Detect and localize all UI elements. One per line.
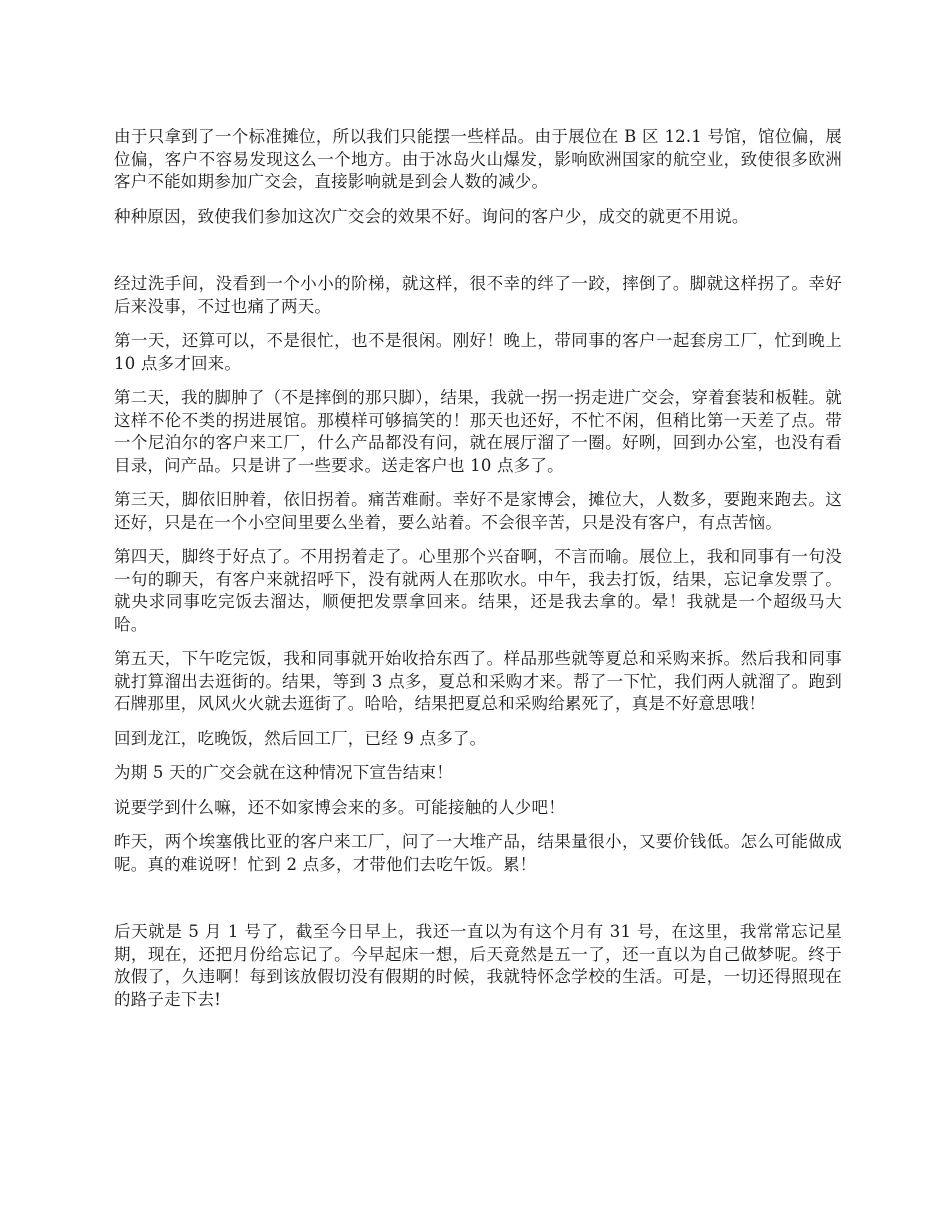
- paragraph-reasons: 种种原因，致使我们参加这次广交会的效果不好。询问的客户少，成交的就更不用说。: [114, 206, 749, 226]
- paragraph-day-two: 第二天，我的脚肿了（不是摔倒的那只脚），结果，我就一拐一拐走进广交会，穿着套装和板鞋。就这样不伦不类的拐进展馆。那模样可够搞笑的！那天也还好，不忙不闲，但稍比第一天差了点。带一个尼泊尔的客户来工厂，什么产品都没有问，就在展厅溜了一圈。好咧，回到办公室，也没有看目录，问产品。只是讲了一些要求。送走客户也 10 点多了。: [114, 388, 842, 475]
- paragraph-day-one: 第一天，还算可以，不是很忙，也不是很闲。刚好！晚上，带同事的客户一起套房工厂，忙到晚上 10 点多才回来。: [114, 331, 842, 373]
- section-gap: [114, 240, 842, 273]
- paragraph-day-four: 第四天，脚终于好点了。不用拐着走了。心里那个兴奋啊，不言而喻。展位上，我和同事有一句没一句的聊天，有客户来就招呼下，没有就两人在那吹水。中午，我去打饭，结果，忘记拿发票了。就央求同事吃完饭去溜达，顺便把发票拿回来。结果，还是我去拿的。晕！我就是一个超级马大哈。: [114, 547, 842, 634]
- paragraph-day-five: 第五天，下午吃完饭，我和同事就开始收拾东西了。样品那些就等夏总和采购来拆。然后我和同事就打算溜出去逛街的。结果，等到 3 点多，夏总和采购才来。帮了一下忙，我们两人就溜了。跑到石牌那里，风风火火就去逛街了。哈哈，结果把夏总和采购给累死了，真是不好意思哦！: [114, 649, 842, 713]
- paragraph-yesterday: 昨天，两个埃塞俄比亚的客户来工厂，问了一大堆产品，结果量很小，又要价钱低。怎么可能做成呢。真的难说呀！忙到 2 点多，才带他们去吃午饭。累！: [114, 832, 842, 874]
- document-body: [114, 126, 842, 1023]
- paragraph-return: 回到龙江，吃晚饭，然后回工厂，已经 9 点多了。: [114, 728, 487, 748]
- paragraph-holiday: 后天就是 5 月 1 号了，截至今日早上，我还一直以为有这个月有 31 号，在这里，我常常忘记星期，现在，还把月份给忘记了。今早起床一想，后天竟然是五一了，还一直以为自己做梦呢。终于放假了，久违啊！每到该放假切没有假期的时候，我就特怀念学校的生活。可是，一切还得照现在的路子走下去!: [114, 922, 842, 1009]
- section-gap: [114, 888, 842, 921]
- paragraph-end: 为期 5 天的广交会就在这种情况下宣告结束！: [114, 763, 453, 782]
- paragraph-booth: 由于只拿到了一个标准摊位，所以我们只能摆一些样品。由于展位在 B 区 12.1 号馆，馆位偏，展位偏，客户不容易发现这么一个地方。由于冰岛火山爆发，影响欧洲国家的航空业，致使很多欧洲客户不能如期参加广交会，直接影响就是到会人数的减少。: [114, 127, 842, 191]
- paragraph-learning: 说要学到什么嘛，还不如家博会来的多。可能接触的人少吧！: [114, 797, 565, 817]
- paragraph-fall: 经过洗手间，没看到一个小小的阶梯，就这样，很不幸的绊了一跤，摔倒了。脚就这样拐了。幸好后来没事，不过也痛了两天。: [114, 274, 842, 316]
- paragraph-day-three: 第三天，脚依旧肿着，依旧拐着。痛苦难耐。幸好不是家博会，摊位大，人数多，要跑来跑去。这还好，只是在一个小空间里要么坐着，要么站着。不会很辛苦，只是没有客户，有点苦恼。: [114, 490, 842, 532]
